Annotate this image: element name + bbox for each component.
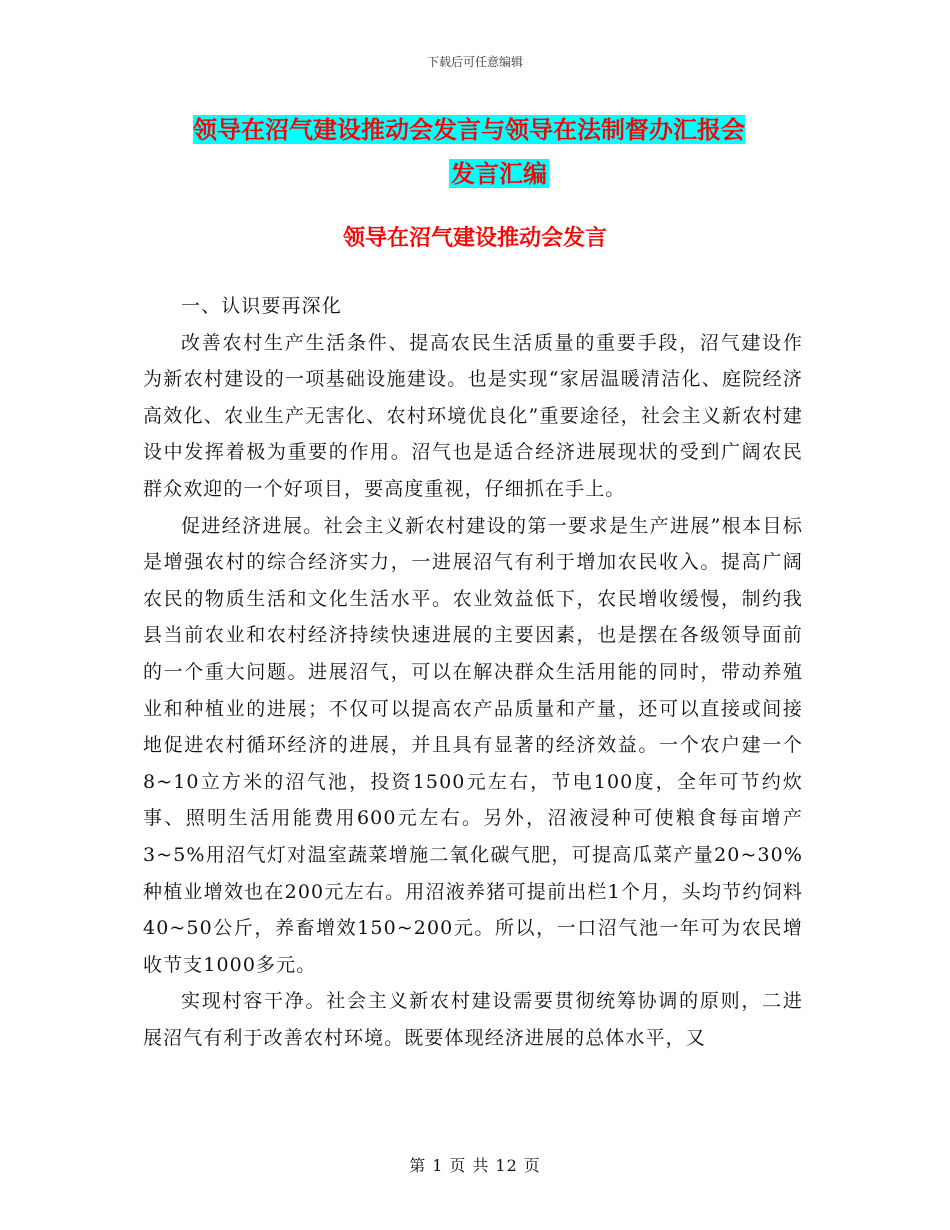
document-title-line-1 xyxy=(193,108,805,152)
total-pages: 12 xyxy=(495,1156,518,1175)
page-number: 1 xyxy=(432,1156,444,1175)
body-paragraph: 促进经济进展。社会主义新农村建设的第一要求是生产进展”根本目标是增强农村的综合经济实力，一进展沼气有利于增加农民收入。提高广阔农民的物质生活和文化生活水平。农业效益低下，农民增收缓慢，制约我县当前农业和农村经济持续快速进展的主要因素，也是摆在各级领导面前的一个重大问题。进展沼气，可以在解决群众生活用能的同时，带动养殖业和种植业的进展；不仅可以提高农产品质量和产量，还可以直接或间接地促进农村循环经济的进展，并且具有显著的经济效益。一个农户建一个8~10立方米的沼气池，投资1500元左右，节电100度，全年可节约炊事、照明生活用能费用600元左右。另外，沼液浸种可使粮食每亩增产3~5%用沼气灯对温室蔬菜增施二氧化碳气肥，可提高瓜菜产量20~30%种植业增效也在200元左右。用沼液养猪可提前出栏1个月，头均节约饲料40~50公斤，养畜增效150~200元。所以，一口沼气池一年可为农民增收节支1000多元。 xyxy=(143,514,803,976)
heading-paragraph: 一、认识要再深化 xyxy=(181,295,342,317)
body-paragraph: 实现村容干净。社会主义新农村建设需要贯彻统筹协调的原则，二进展沼气有利于改善农村环境。既要体现经济进展的总体水平，又 xyxy=(143,990,803,1049)
document-title-text-1: 领导在沼气建设推动会发言与领导在法制督办汇报会 xyxy=(193,115,745,144)
document-title-line-2 xyxy=(193,152,805,196)
body-paragraph: 改善农村生产生活条件、提高农民生活质量的重要手段，沼气建设作为新农村建设的一项基础设施建设。也是实现“家居温暖清洁化、庭院经济高效化、农业生产无害化、农村环境优良化”重要途径，社会主义新农村建设中发挥着极为重要的作用。沼气也是适合经济进展现状的受到广阔农民群众欢迎的一个好项目，要高度重视，仔细抓在手上。 xyxy=(143,331,803,500)
document-title-text-2: 发言汇编 xyxy=(451,159,547,188)
total-label: 共 xyxy=(472,1156,490,1175)
header-note: 下载后可任意编辑 xyxy=(426,55,523,69)
total-unit: 页 xyxy=(523,1156,541,1175)
body-text xyxy=(143,288,803,1056)
section-title: 领导在沼气建设推动会发言 xyxy=(342,225,607,251)
document-title xyxy=(193,108,805,196)
page-unit: 页 xyxy=(449,1156,467,1175)
page-label: 第 xyxy=(409,1156,427,1175)
page-footer xyxy=(0,1153,950,1176)
